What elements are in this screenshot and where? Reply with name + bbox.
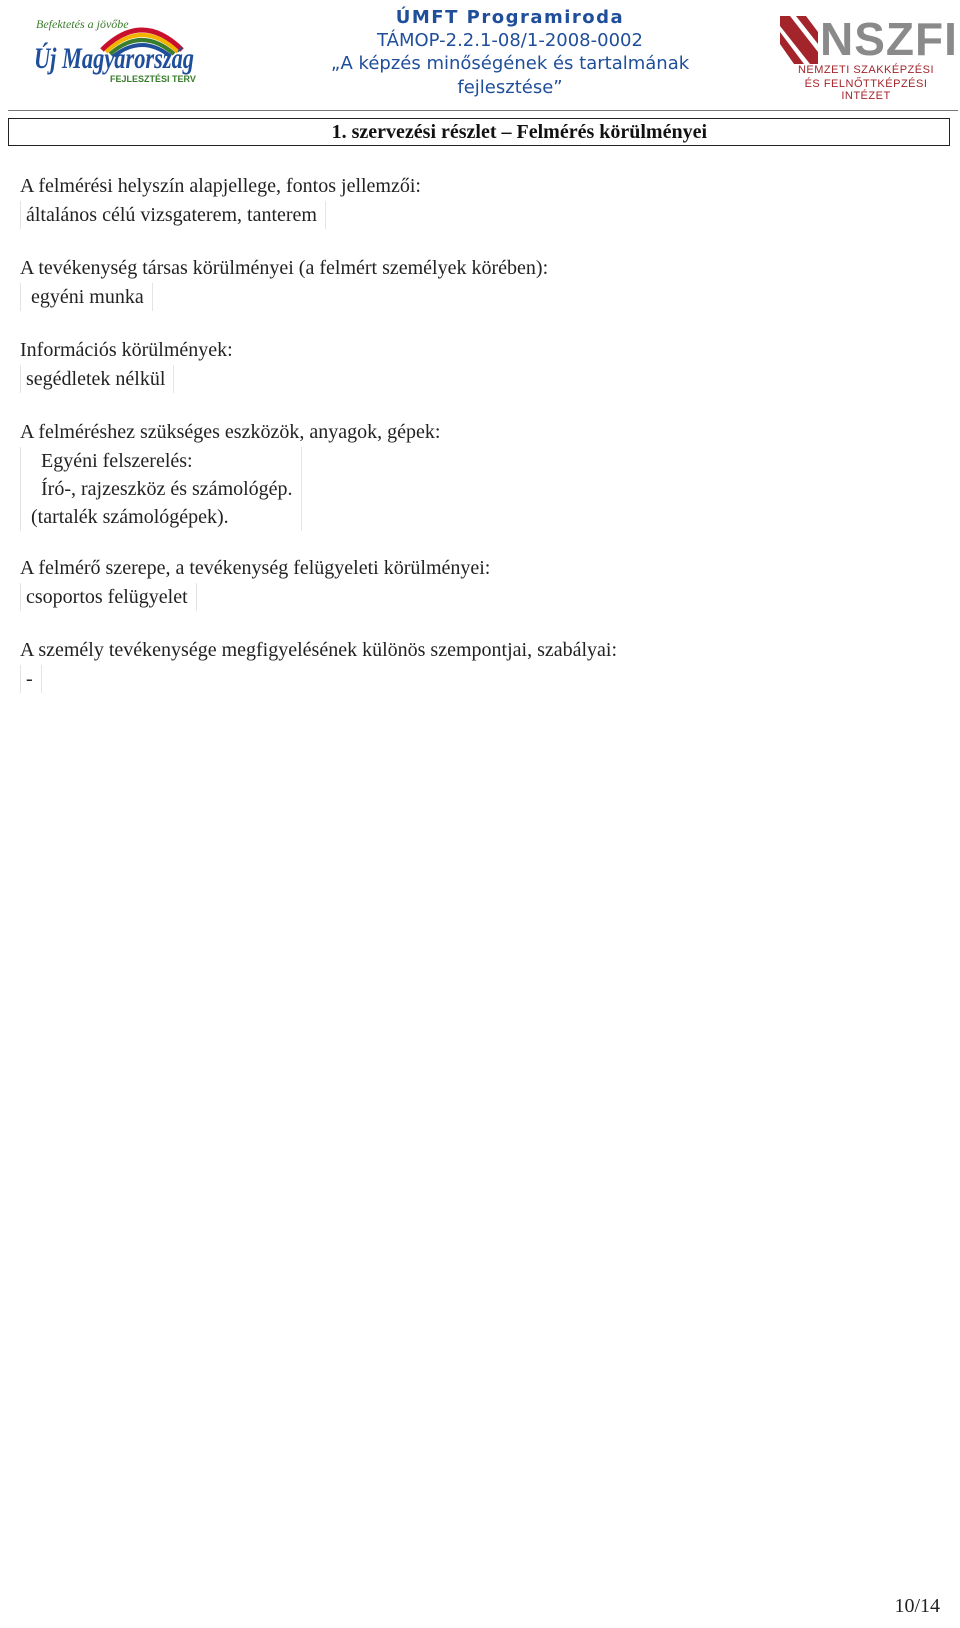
title-line-2: TÁMOP-2.2.1-08/1-2008-0002 bbox=[377, 30, 643, 51]
field-label: A tevékenység társas körülményei (a felmért személyek körében): bbox=[20, 257, 549, 279]
field-label: A felmérési helyszín alapjellege, fontos jellemzői: bbox=[20, 175, 421, 197]
field-supervisor-role bbox=[20, 554, 490, 611]
field-information-conditions bbox=[20, 336, 233, 393]
nszfi-name: NSZFI bbox=[820, 13, 958, 65]
field-label: A személy tevékenysége megfigyelésének különös szempontjai, szabályai: bbox=[20, 639, 618, 661]
field-value: Egyéni felszerelés: Író-, rajzeszköz és számológép. (tartalék számológépek). bbox=[20, 447, 302, 531]
logo-tagline: Befektetés a jövőbe bbox=[36, 17, 129, 31]
uj-magyarorszag-logo-graphic bbox=[32, 10, 212, 100]
section-title: 1. szervezési részlet – Felmérés körülményei bbox=[331, 121, 707, 143]
field-social-conditions bbox=[20, 254, 548, 311]
nszfi-logo bbox=[780, 13, 958, 102]
uj-magyarorszag-logo bbox=[32, 10, 212, 100]
field-label: A felméréshez szükséges eszközök, anyagok, gépek: bbox=[20, 421, 441, 443]
field-value: segédletek nélkül bbox=[20, 365, 174, 393]
field-label: A felmérő szerepe, a tevékenység felügyeleti körülményei: bbox=[20, 557, 491, 579]
title-line-4: fejlesztése” bbox=[457, 77, 563, 98]
program-office-title bbox=[280, 6, 740, 100]
field-label: Információs körülmények: bbox=[20, 339, 233, 361]
field-value: általános célú vizsgaterem, tanterem bbox=[20, 201, 326, 229]
field-observation-rules bbox=[20, 636, 617, 693]
logo-name: Új Magyarország bbox=[34, 42, 194, 75]
logo-subtitle: FEJLESZTÉSI TERV bbox=[110, 74, 196, 84]
page-header bbox=[0, 0, 960, 112]
title-line-1: ÚMFT Programiroda bbox=[395, 7, 625, 28]
field-value: csoportos felügyelet bbox=[20, 583, 197, 611]
nszfi-stripes-icon bbox=[780, 16, 818, 64]
field-tools-materials bbox=[20, 418, 440, 531]
field-location bbox=[20, 172, 421, 229]
field-value: egyéni munka bbox=[20, 283, 153, 311]
section-title-box bbox=[8, 118, 950, 146]
page-number: 10/14 bbox=[894, 1595, 940, 1617]
nszfi-subtitle-1: NEMZETI SZAKKÉPZÉSI bbox=[797, 64, 935, 76]
title-line-3: „A képzés minőségének és tartalmának bbox=[330, 53, 690, 74]
field-value: - bbox=[20, 665, 42, 693]
header-divider bbox=[8, 110, 958, 111]
nszfi-subtitle-2: ÉS FELNŐTTKÉPZÉSI INTÉZET bbox=[804, 78, 928, 102]
